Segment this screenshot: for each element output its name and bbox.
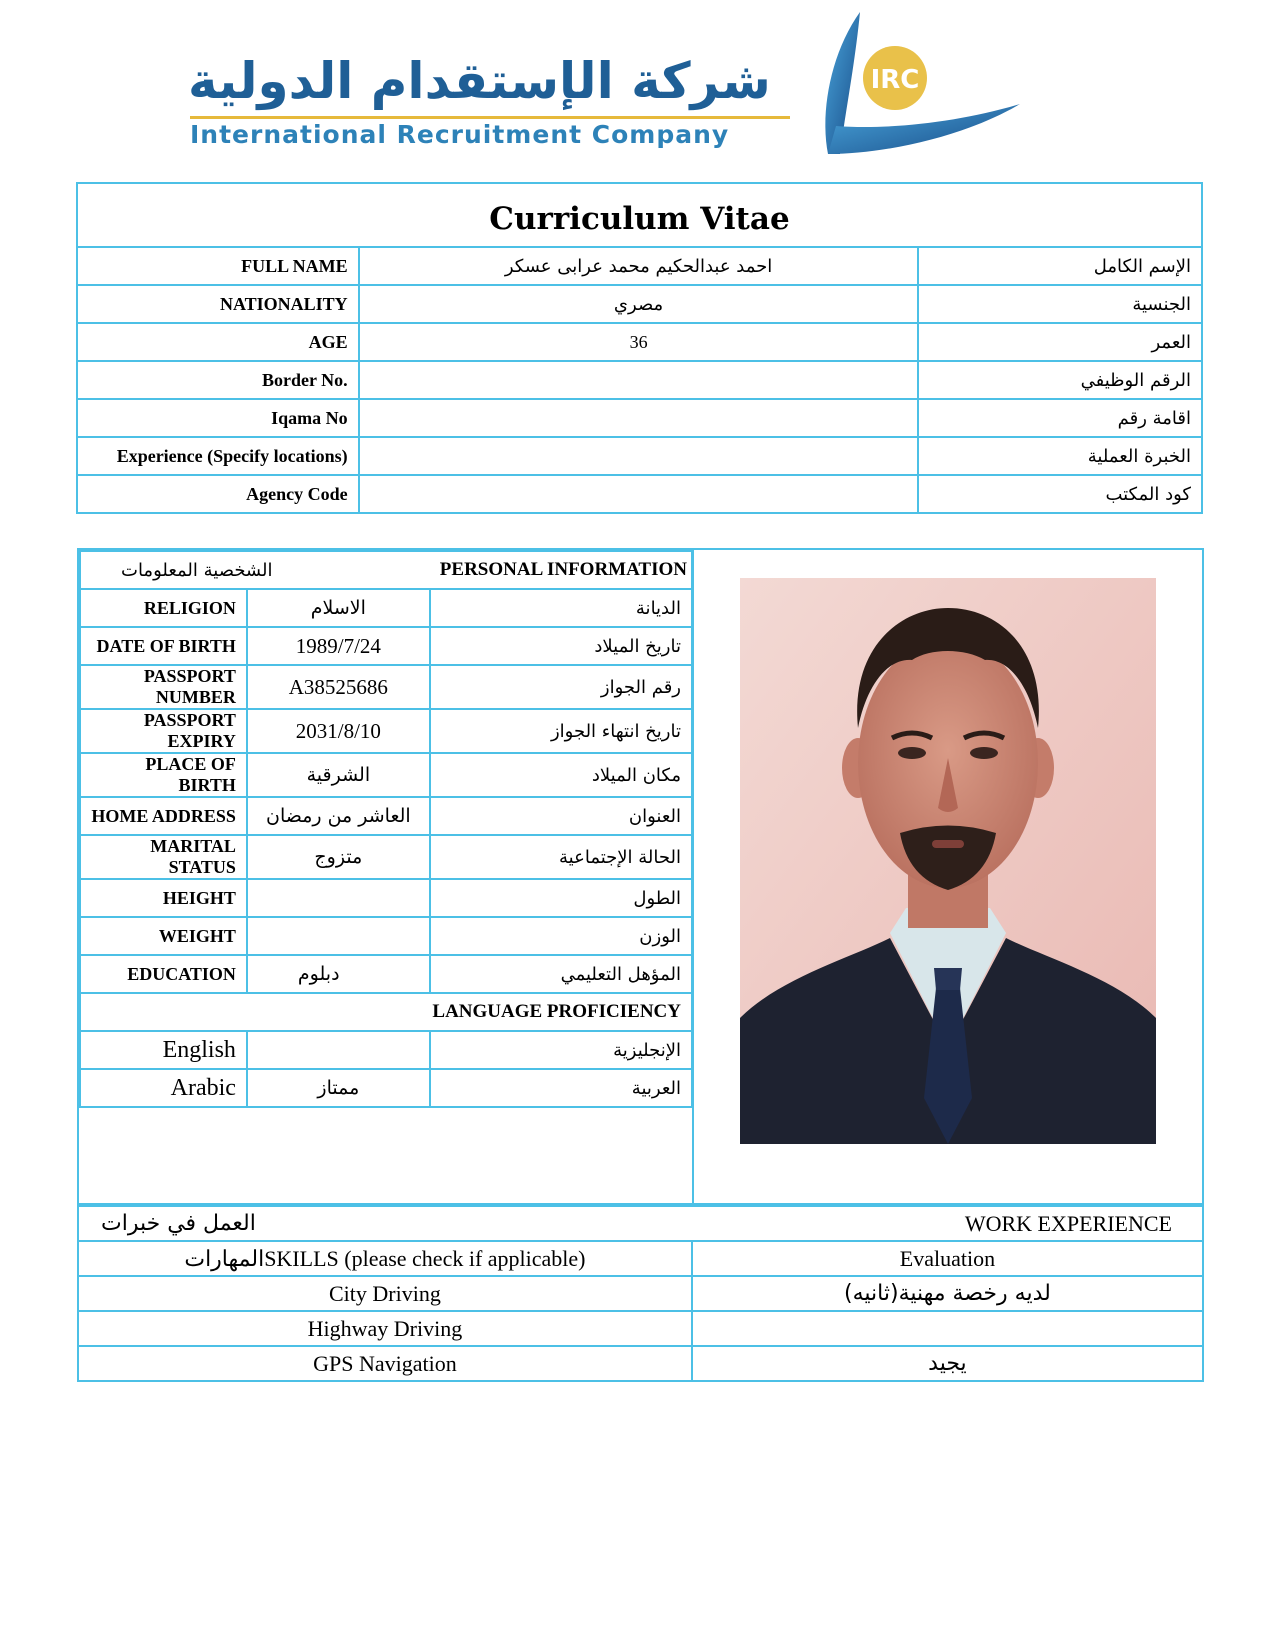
table-row xyxy=(78,1346,1203,1381)
field-label-ar: العمر xyxy=(918,323,1202,361)
field-label-en: Border No. xyxy=(77,361,359,399)
field-label-en: PASSPORT NUMBER xyxy=(80,665,247,709)
field-label-en: FULL NAME xyxy=(77,247,359,285)
personal-heading-ar: الشخصية المعلومات xyxy=(80,551,430,589)
svg-text:IRC: IRC xyxy=(870,65,920,95)
field-value xyxy=(247,879,430,917)
field-value xyxy=(247,917,430,955)
table-row xyxy=(80,1069,692,1107)
language-level: ممتاز xyxy=(247,1069,430,1107)
table-row xyxy=(80,1031,692,1069)
field-label-ar: تاريخ انتهاء الجواز xyxy=(430,709,692,753)
table-row xyxy=(80,955,692,993)
skill-evaluation xyxy=(692,1311,1203,1346)
field-value: مصري xyxy=(359,285,919,323)
personal-heading-en: PERSONAL INFORMATION xyxy=(430,551,692,589)
table-row xyxy=(77,247,1202,285)
field-label-en: PASSPORT EXPIRY xyxy=(80,709,247,753)
table-row xyxy=(77,399,1202,437)
field-label-ar: الطول xyxy=(430,879,692,917)
field-value: 1989/7/24 xyxy=(247,627,430,665)
language-label-en: Arabic xyxy=(80,1069,247,1107)
field-label-en: Agency Code xyxy=(77,475,359,513)
skill-evaluation: يجيد xyxy=(692,1346,1203,1381)
field-value: الاسلام xyxy=(247,589,430,627)
table-row xyxy=(78,1241,1203,1276)
field-value xyxy=(359,399,919,437)
field-label-en: EDUCATION xyxy=(80,955,247,993)
work-experience-label-ar: العمل في خبرات xyxy=(78,1206,692,1241)
field-label-ar: الحالة الإجتماعية xyxy=(430,835,692,879)
field-label-ar: الخبرة العملية xyxy=(918,437,1202,475)
field-label-ar: العنوان xyxy=(430,797,692,835)
table-row xyxy=(80,709,692,753)
field-label-ar: الوزن xyxy=(430,917,692,955)
language-heading: LANGUAGE PROFICIENCY xyxy=(80,993,692,1031)
field-label-en: HEIGHT xyxy=(80,879,247,917)
evaluation-header: Evaluation xyxy=(692,1241,1203,1276)
field-label-ar: المؤهل التعليمي xyxy=(430,955,692,993)
field-label-en: DATE OF BIRTH xyxy=(80,627,247,665)
field-label-en: AGE xyxy=(77,323,359,361)
table-row xyxy=(80,589,692,627)
personal-information-table xyxy=(79,550,693,1108)
field-label-ar: الإسم الكامل xyxy=(918,247,1202,285)
language-label-ar: العربية xyxy=(430,1069,692,1107)
field-value: متزوج xyxy=(247,835,430,879)
field-label-ar: اقامة رقم xyxy=(918,399,1202,437)
field-value xyxy=(359,361,919,399)
field-value: دبلوم xyxy=(247,955,430,993)
skill-evaluation: لديه رخصة مهنية(ثانيه) xyxy=(692,1276,1203,1311)
table-row xyxy=(80,835,692,879)
logo-underline xyxy=(190,116,790,119)
table-row xyxy=(77,361,1202,399)
field-value xyxy=(359,475,919,513)
field-label-en: Iqama No xyxy=(77,399,359,437)
field-label-ar: الرقم الوظيفي xyxy=(918,361,1202,399)
company-logo-icon xyxy=(800,4,1030,164)
field-label-ar: مكان الميلاد xyxy=(430,753,692,797)
field-label-ar: الجنسية xyxy=(918,285,1202,323)
field-value: الشرقية xyxy=(247,753,430,797)
document-title: Curriculum Vitae xyxy=(77,183,1202,247)
cv-summary-table xyxy=(76,182,1203,514)
table-row xyxy=(80,917,692,955)
table-row xyxy=(78,1276,1203,1311)
field-label-en: PLACE OF BIRTH xyxy=(80,753,247,797)
table-row xyxy=(80,551,692,589)
field-value xyxy=(359,437,919,475)
field-label-ar: تاريخ الميلاد xyxy=(430,627,692,665)
field-label-ar: كود المكتب xyxy=(918,475,1202,513)
field-label-en: WEIGHT xyxy=(80,917,247,955)
table-row xyxy=(80,627,692,665)
table-row xyxy=(80,993,692,1031)
field-label-en: MARITAL STATUS xyxy=(80,835,247,879)
company-name-arabic: شركة الإستقدام الدولية xyxy=(188,52,771,110)
table-row xyxy=(80,665,692,709)
skills-table xyxy=(77,1205,1204,1382)
field-value: 2031/8/10 xyxy=(247,709,430,753)
table-row xyxy=(77,323,1202,361)
field-label-en: Experience (Specify locations) xyxy=(77,437,359,475)
field-value: احمد عبدالحكيم محمد عرابى عسكر xyxy=(359,247,919,285)
language-label-en: English xyxy=(80,1031,247,1069)
company-name-english: International Recruitment Company xyxy=(190,120,730,149)
table-row xyxy=(80,879,692,917)
field-label-ar: الديانة xyxy=(430,589,692,627)
table-row xyxy=(77,475,1202,513)
table-row xyxy=(77,285,1202,323)
table-row xyxy=(80,753,692,797)
skill-name: GPS Navigation xyxy=(78,1346,692,1381)
field-value: العاشر من رمضان xyxy=(247,797,430,835)
field-label-en: RELIGION xyxy=(80,589,247,627)
field-label-ar: رقم الجواز xyxy=(430,665,692,709)
candidate-photo xyxy=(740,578,1156,1144)
table-row xyxy=(78,1311,1203,1346)
skill-name: City Driving xyxy=(78,1276,692,1311)
skills-header: المهاراتSKILLS (please check if applicable) xyxy=(78,1241,692,1276)
field-value: A38525686 xyxy=(247,665,430,709)
table-row xyxy=(78,1206,1203,1241)
field-label-en: HOME ADDRESS xyxy=(80,797,247,835)
field-value: 36 xyxy=(359,323,919,361)
table-row xyxy=(77,437,1202,475)
language-label-ar: الإنجليزية xyxy=(430,1031,692,1069)
skill-name: Highway Driving xyxy=(78,1311,692,1346)
field-label-en: NATIONALITY xyxy=(77,285,359,323)
company-header xyxy=(0,0,1275,170)
language-level xyxy=(247,1031,430,1069)
work-experience-label-en: WORK EXPERIENCE xyxy=(692,1206,1203,1241)
table-row xyxy=(80,797,692,835)
